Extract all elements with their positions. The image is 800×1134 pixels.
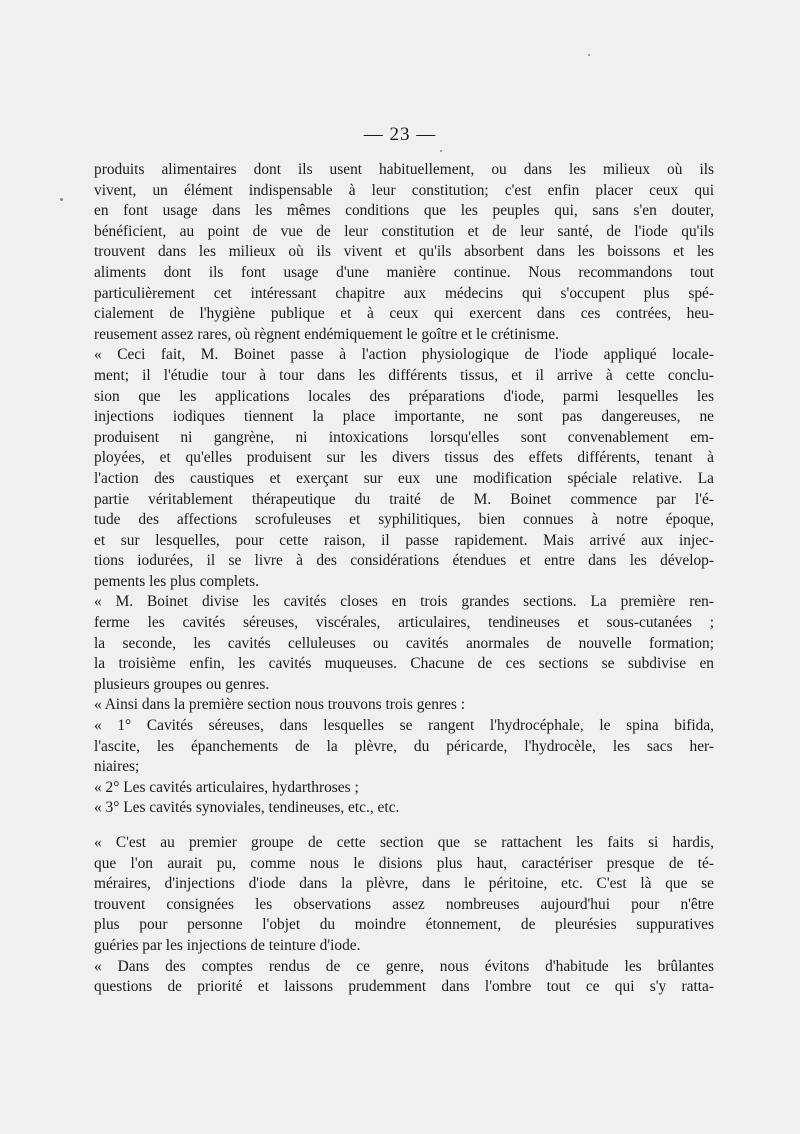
text-line: ployées, et qu'elles produisent sur les divers tissus des effets différents, tenant à <box>94 449 714 467</box>
text-line: sion que les applications locales des préparations d'iode, parmi lesquelles les <box>94 387 714 405</box>
text-line: que l'on aurait pu, comme nous le disions plus haut, caractériser presque de té- <box>94 854 714 872</box>
text-line: plus pour personne l'objet du moindre étonnement, de pleurésies suppuratives <box>94 916 714 934</box>
text-line: bénéficient, au point de vue de leur constitution et de leur santé, de l'iode qu'ils <box>94 222 714 240</box>
text-line: « 2° Les cavités articulaires, hydarthroses ; <box>94 778 359 796</box>
text-line: aliments dont ils font usage d'une manière continue. Nous recommandons tout <box>94 263 714 281</box>
text-line: « 3° Les cavités synoviales, tendineuses, etc., etc. <box>94 799 400 817</box>
text-line: méraires, d'injections d'iode dans la plèvre, dans le péritoine, etc. C'est là que se <box>94 875 714 893</box>
scan-speck <box>588 54 590 56</box>
text-line: vivent, un élément indispensable à leur constitution; c'est enfin placer ceux qui <box>94 181 714 199</box>
text-line: et sur lesquelles, pour cette raison, il passe rapidement. Mais arrivé aux injec- <box>94 531 714 549</box>
text-line: la troisième enfin, les cavités muqueuses. Chacune de ces sections se subdivise en <box>94 655 714 673</box>
text-line: l'ascite, les épanchements de la plèvre, du péricarde, l'hydrocèle, les sacs her- <box>94 737 714 755</box>
text-line: « Dans des comptes rendus de ce genre, nous évitons d'habitude les brûlantes <box>94 957 714 975</box>
text-line: « C'est au premier groupe de cette section que se rattachent les faits si hardis, <box>94 834 714 851</box>
text-line: produits alimentaires dont ils usent habituellement, ou dans les milieux où ils <box>94 161 714 178</box>
text-line: guéries par les injections de teinture d'iode. <box>94 936 361 954</box>
text-line: produisent ni gangrène, ni intoxications lorsqu'elles sont convenablement em- <box>94 428 714 446</box>
text-line: la seconde, les cavités celluleuses ou cavités anormales de nouvelle formation; <box>94 634 714 652</box>
scan-speck <box>440 150 442 152</box>
text-line: questions de priorité et laissons prudemment dans l'ombre tout ce qui s'y ratta- <box>94 978 714 996</box>
text-line: « 1° Cavités séreuses, dans lesquelles se rangent l'hydrocéphale, le spina bifida, <box>94 717 714 735</box>
text-line: particulièrement cet intéressant chapitre aux médecins qui s'occupent plus spé- <box>94 284 714 302</box>
text-line: l'action des caustiques et exerçant sur eux une modification spéciale relative. La <box>94 469 714 487</box>
text-line: en font usage dans les mêmes conditions que les peuples qui, sans s'en douter, <box>94 202 714 220</box>
text-line: reusement assez rares, où règnent endémiquement le goître et le crétinisme. <box>94 325 559 343</box>
text-line: trouvent dans les milieux où ils vivent et qu'ils absorbent dans les boissons et les <box>94 243 714 261</box>
text-line: « M. Boinet divise les cavités closes en trois grandes sections. La première ren- <box>94 593 714 611</box>
text-line: ment; il l'étudie tour à tour dans les différents tissus, et il arrive à cette conclu- <box>94 366 714 384</box>
page-number: — 23 — <box>363 124 437 145</box>
text-line: ferme les cavités séreuses, viscérales, articulaires, tendineuses et sous-cutanées ; <box>94 614 714 632</box>
text-line: « Ainsi dans la première section nous trouvons trois genres : <box>94 696 466 714</box>
text-line: injections iodiques tiennent la place importante, ne sont pas dangereuses, ne <box>94 408 714 426</box>
body-text <box>94 160 714 998</box>
text-line: trouvent consignées les observations assez nombreuses aujourd'hui pour n'être <box>94 895 714 913</box>
text-line: partie véritablement thérapeutique du traité de M. Boinet commence par l'é- <box>94 490 714 508</box>
text-line: plusieurs groupes ou genres. <box>94 675 270 693</box>
text-line: niaires; <box>94 758 140 776</box>
text-line: tude des affections scrofuleuses et syphilitiques, bien connues à notre époque, <box>94 511 714 529</box>
scan-speck <box>60 198 63 201</box>
text-line: pements les plus complets. <box>94 572 259 590</box>
text-line: « Ceci fait, M. Boinet passe à l'action physiologique de l'iode appliqué locale- <box>94 346 714 364</box>
text-line: tions iodurées, il se livre à des considérations étendues et entre dans les dévelop- <box>94 552 714 570</box>
text-line: cialement de l'hygiène publique et à ceux qui exercent dans ces contrées, heu- <box>94 305 714 323</box>
